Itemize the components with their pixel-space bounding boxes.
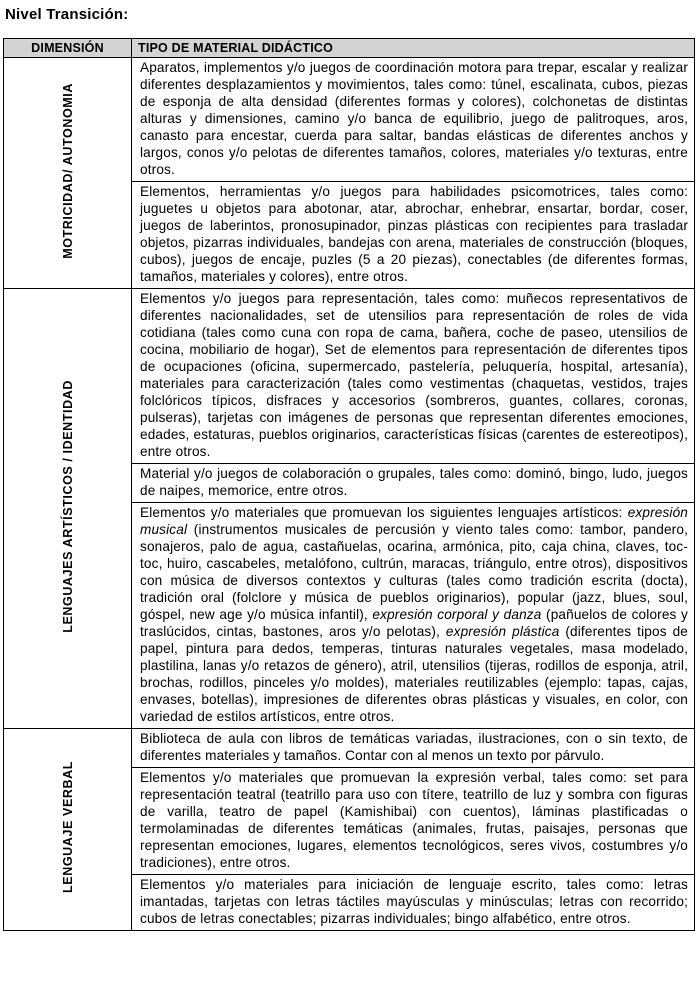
table-row [4,729,695,768]
material-description-cell [132,729,695,768]
material-text-italic: expresión plástica [445,624,560,639]
material-text: Elementos y/o materiales que promuevan los siguientes lenguajes artísticos: [140,505,628,520]
table-row [4,289,695,464]
material-description-cell [132,464,695,503]
page-title: Nivel Transición: [5,6,129,23]
materials-table [3,38,695,931]
dimension-label: LENGUAJE VERBAL [60,761,75,893]
material-description-cell [132,503,695,729]
material-description-cell [132,289,695,464]
material-text: (instrumentos musicales de percusión y viento tales como: tambor, pandero, sonajeros, palo de agua, castañuelas, ocarina, armónica, pito, caja china, claves, toc-toc, huiro, cascabeles, metalófono, cultrún, maracas, triángulo, entre otros), dispositivos con música de diversos contextos y culturas (tales como tradición escrita (docta), tradición oral (folclore y música de pueblos originarios), popular (jazz, blues, soul, góspel, new age y/o música infantil), [140,522,688,622]
material-text: Biblioteca de aula con libros de temáticas variadas, ilustraciones, con o sin texto, de diferentes materiales y tamaños. Contar con al menos un texto por párvulo. [140,731,688,763]
material-text: Aparatos, implementos y/o juegos de coordinación motora para trepar, escalar y realizar diferentes desplazamientos y movimientos, tales como: túnel, escalinata, cubos, piezas de esponja de alta densidad (diferentes formas y colores), colchonetas de distintas alturas y dimensiones, camino y/o banca de equilibrio, juego de palitroques, aros, canasto para encestar, cuerda para saltar, bandas elásticas de diferentes anchos y largos, conos y/o pelotas de diferentes tamaños, colores, materiales y/o texturas, entre otros. [140,60,688,177]
dimension-cell [4,58,132,289]
material-description-cell [132,58,695,182]
column-header-dimension: DIMENSIÓN [4,39,132,58]
column-header-tipo-material: TIPO DE MATERIAL DIDÁCTICO [132,39,695,58]
material-text: Elementos y/o materiales para iniciación de lenguaje escrito, tales como: letras imantadas, tarjetas con letras táctiles mayúsculas y minúsculas; letras con recorrido; cubos de letras conectables; pizarras individuales; bingo alfabético, entre otros. [140,877,688,926]
dimension-label: LENGUAJES ARTÍSTICOS / IDENTIDAD [60,379,75,633]
table-row [4,58,695,182]
material-description-cell [132,768,695,875]
material-text: Elementos, herramientas y/o juegos para habilidades psicomotrices, tales como: juguetes u objetos para abotonar, atar, abrochar, enhebrar, ensartar, bordar, coser, juegos de laberintos, pronosupinador, pinzas plásticas con recipientes para trasladar objetos, pizarras individuales, bandejas con arena, materiales de construcción (bloques, cubos), juegos de encaje, puzles (5 a 20 piezas), conectables (de diferentes formas, tamaños, materiales y colores), entre otros. [140,184,688,284]
dimension-cell [4,289,132,729]
material-text: Elementos y/o juegos para representación, tales como: muñecos representativos de diferentes nacionalidades, set de utensilios para representación de roles de vida cotidiana (tales como cuna con ropa de cama, bañera, coche de paseo, utensilios de cocina, mobiliario de hogar), Set de elementos para representación de diferentes tipos de ocupaciones (oficina, supermercado, pastelería, peluquería, hospital, artesanía), materiales para caracterización (tales como vestimentas (chaquetas, vestidos, trajes folclóricos típicos, disfraces y accesorios (sombreros, guantes, collares, coronas, pulseras), tarjetas con imágenes de personas que representan diferentes emociones, edades, estaturas, pueblos originarios, características físicas (carentes de estereotipos), entre otros. [140,291,688,459]
dimension-cell [4,729,132,931]
material-text-italic: expresión musical [140,505,688,537]
dimension-label: MOTRICIDAD/ AUTONOMIA [60,82,75,259]
table-header-row [4,39,695,58]
material-text: (diferentes tipos de papel, pintura para dedos, temperas, tinturas naturales vegetales, masa modelado, plastilina, lanas y/o retazos de género), atril, utensilios (tijeras, rodillos de esponja, atril, brochas, rodillos, pinceles y/o moldes), materiales reutilizables (ejemplo: tapas, cajas, envases, botellas), impresiones de diferentes obras plásticas y visuales, en color, con variedad de estilos artísticos, entre otros. [140,624,688,724]
material-text: (pañuelos de colores y traslúcidos, cintas, bastones, aros y/o pelotas), [140,607,688,639]
material-description-cell [132,875,695,931]
material-text: Elementos y/o materiales que promuevan la expresión verbal, tales como: set para representación teatral (teatrillo para uso con títere, teatrillo de luz y sombra con figuras de varilla, teatro de papel (Kamishibai) con cuentos), láminas plastificadas o termolaminadas de diferentes temáticas (animales, frutas, paisajes, personas que representan emociones, lugares, elementos tecnológicos, seres vivos, costumbres y/o tradiciones), entre otros. [140,770,688,870]
material-text-italic: expresión corporal y danza [372,607,542,622]
material-description-cell [132,182,695,289]
material-table-body [4,58,695,931]
material-text: Material y/o juegos de colaboración o grupales, tales como: dominó, bingo, ludo, juegos de naipes, memorice, entre otros. [140,466,688,498]
